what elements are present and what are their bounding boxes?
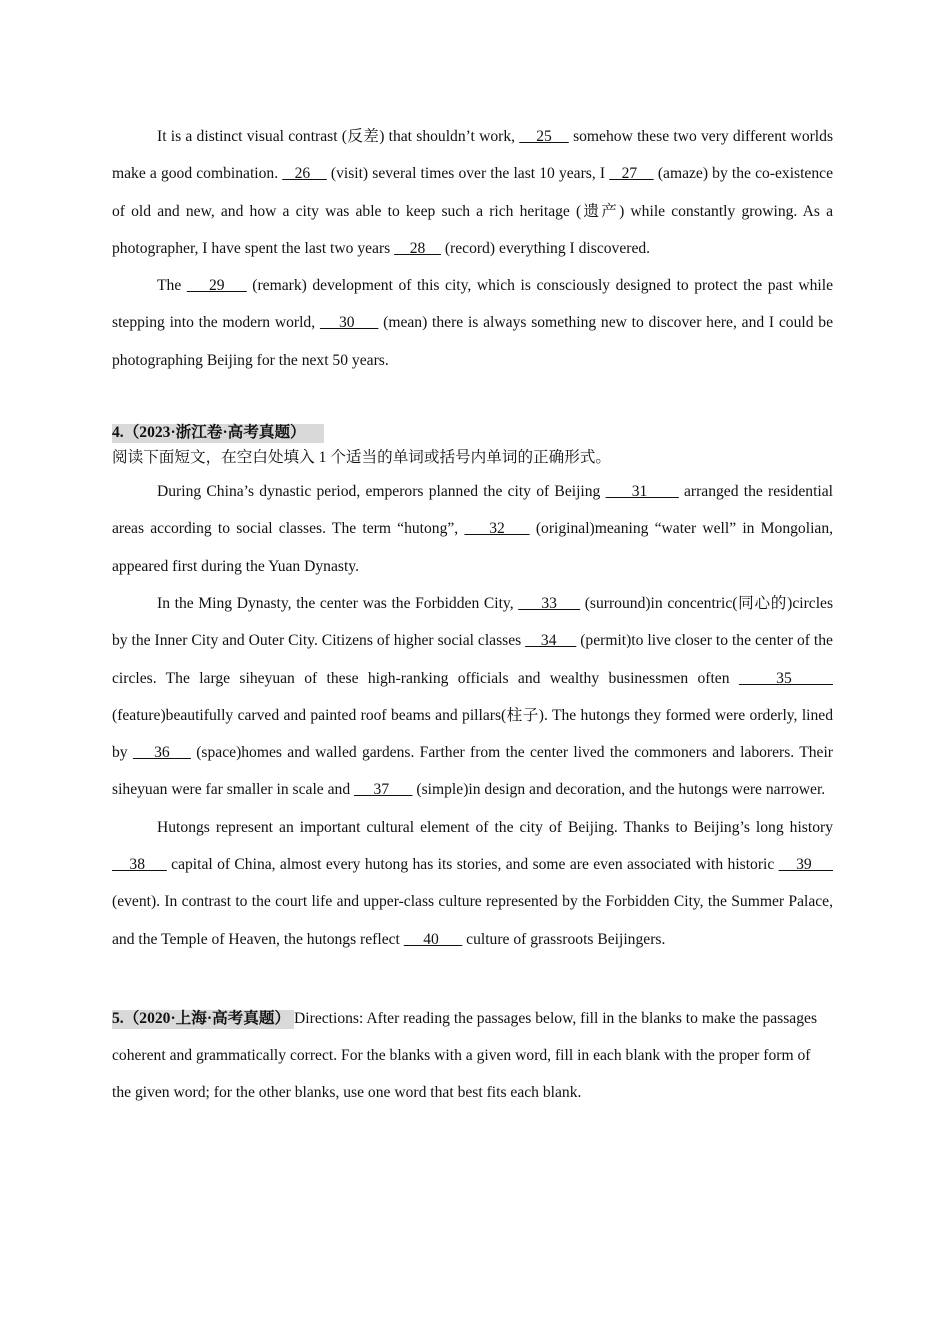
blank-30[interactable]: 30 [319,314,379,332]
text-segment: During China’s dynastic period, emperors planned the city of Beijing [157,483,606,501]
blank-26[interactable]: 26 [282,165,327,183]
blank-33[interactable]: 33 [518,594,581,612]
blank-34[interactable]: 34 [525,632,577,650]
passage-3-paragraph-2 [112,267,833,379]
blank-39[interactable]: 39 [778,856,834,874]
text-segment: (amaze) by the co-existence of old and new, and how a city was able to keep such a rich heritage (遗产) while constantly growing. As a photographer, I have spent the last two years [112,165,833,257]
blank-28[interactable]: 28 [394,239,441,257]
blank-31[interactable]: 31 [605,483,679,501]
blank-25[interactable]: 25 [519,128,569,145]
question-5-paragraph [112,1000,833,1111]
question-4-heading: 4.（2023·浙江卷·高考真题） [112,424,324,443]
text-segment: (space)homes and walled gardens. Farther from the center lived the commoners and laborers. Their siheyuan were far smaller in scale and [112,744,833,799]
text-segment: In the Ming Dynasty, the center was the Forbidden City, [157,594,519,612]
question-5-directions: Directions: After reading the passages below, fill in the blanks to make the passages coherent and grammatically correct. For the blanks with a given word, fill in each blank with the proper form of the given word; for the other blanks, use one word that best fits each blank. [112,1009,818,1101]
blank-32[interactable]: 32 [464,520,530,538]
blank-29[interactable]: 29 [186,277,247,295]
text-segment: (visit) several times over the last 10 years, I [326,165,610,183]
text-segment: (mean) there is always something new to discover here, and I could be photographing Beijing for the next 50 years. [112,314,834,369]
text-segment: culture of grassroots Beijingers. [462,930,666,948]
text-segment: (original)meaning “water well” in Mongolian, appeared first during the Yuan Dynasty. [112,520,834,575]
text-segment: (simple)in design and decoration, and the hutongs were narrower. [412,781,826,799]
text-segment: (record) everything I discovered. [440,239,651,257]
blank-36[interactable]: 36 [132,744,191,762]
question-5-heading: 5.（2020·上海·高考真题） [112,1010,294,1029]
blank-37[interactable]: 37 [354,781,413,799]
passage-4-paragraph-3 [112,809,833,958]
text-segment: It is a distinct visual contrast (反差) that shouldn’t work, [157,128,520,145]
text-segment: (remark) development of this city, which is consciously designed to protect the past while stepping into the modern world, [112,277,833,332]
text-segment: The [157,277,187,295]
passage-4-paragraph-2 [112,585,833,809]
text-segment: (surround)in concentric(同心的)circles by the Inner City and Outer City. Citizens of higher social classes [112,594,834,650]
text-segment: (feature)beautifully carved and painted roof beams and pillars(柱子). The hutongs they formed were orderly, lined by [112,706,833,762]
blank-40[interactable]: 40 [403,930,463,948]
blank-38[interactable]: 38 [112,856,167,874]
text-segment: arranged the residential areas according to social classes. The term “hutong”, [112,483,833,538]
document-content [112,118,833,1111]
passage-3-paragraph-1 [112,118,833,267]
text-segment: somehow these two very different worlds make a good combination. [112,128,834,183]
blank-35[interactable]: 35 [738,669,833,687]
passage-4-paragraph-1 [112,473,833,585]
text-segment: (event). In contrast to the court life and upper-class culture represented by the Forbidden City, the Summer Palace, and the Temple of Heaven, the hutongs reflect [112,893,833,948]
question-4-heading-line [112,423,833,443]
text-segment: capital of China, almost every hutong has its stories, and some are even associated with historic [166,856,779,874]
question-4-instruction: 阅读下面短文，在空白处填入 1 个适当的单词或括号内单词的正确形式。 [112,449,612,467]
blank-27[interactable]: 27 [609,165,654,183]
text-segment: (permit)to live closer to the center of the circles. The large siheyuan of these high-ranking officials and wealthy businessmen often [112,632,833,687]
text-segment: Hutongs represent an important cultural element of the city of Beijing. Thanks to Beijing’s long history [157,818,833,836]
